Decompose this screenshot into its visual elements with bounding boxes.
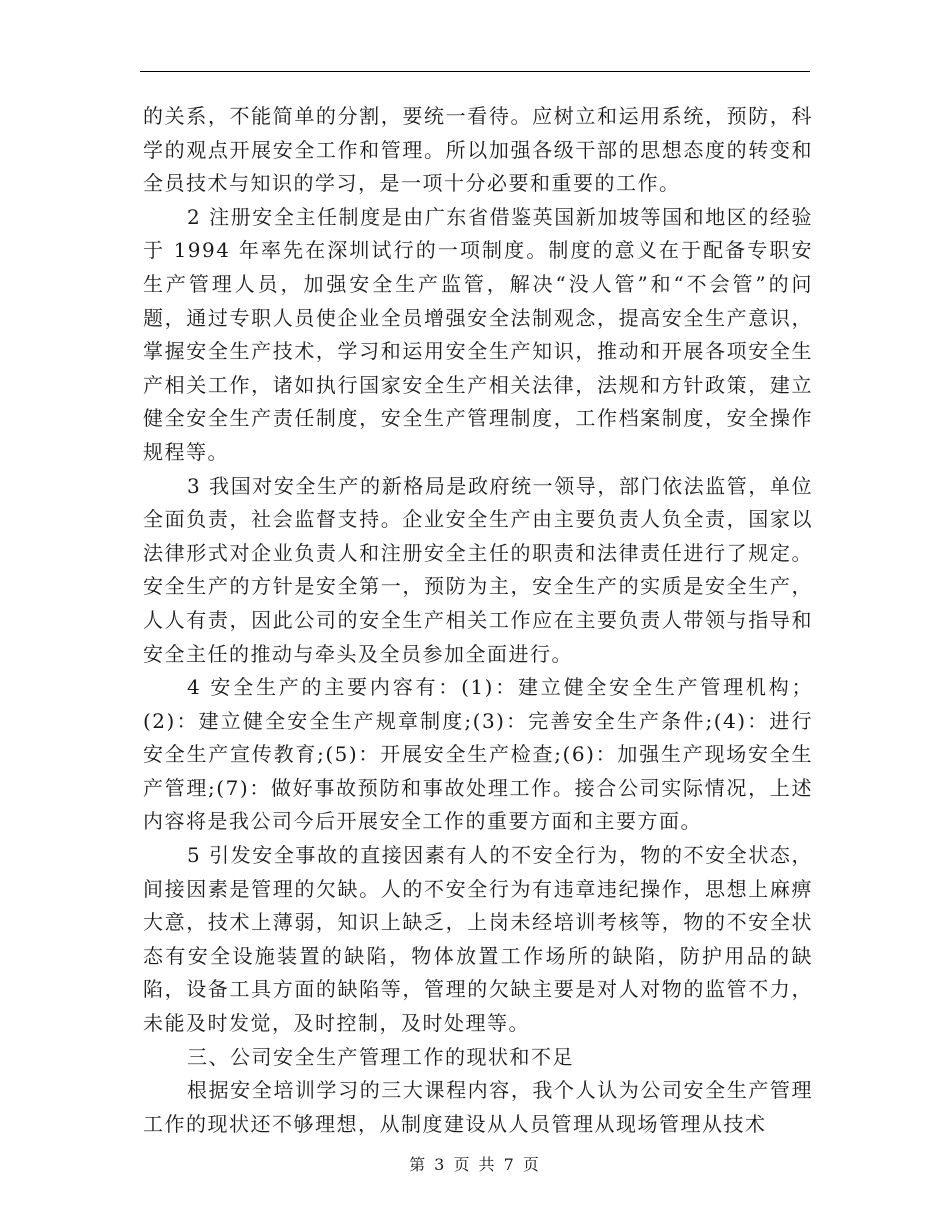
paragraph-item-2: 2 注册安全主任制度是由广东省借鉴英国新加坡等国和地区的经验于 1994 年率先在深圳试行的一项制度。制度的意义在于配备专职安生产管理人员，加强安全生产监管，解决“没人管”和“不会管”的问题，通过专职人员使企业全员增强安全法制观念，提高安全生产意识，掌握安全生产技术，学习和运用安全生产知识，推动和开展各项安全生产相关工作，诸如执行国家安全生产相关法律，法规和方针政策，建立健全安全生产责任制度，安全生产管理制度，工作档案制度，安全操作规程等。 [143, 204, 813, 464]
paragraph-item-5: 5 引发安全事故的直接因素有人的不安全行为，物的不安全状态，间接因素是管理的欠缺。人的不安全行为有违章违纪操作，思想上麻痹大意，技术上薄弱，知识上缺乏，上岗未经培训考核等，物的不安全状态有安全设施装置的缺陷，物体放置工作场所的缺陷，防护用品的缺陷，设备工具方面的缺陷等，管理的欠缺主要是对人对物的监管不力，未能及时发觉，及时控制，及时处理等。 [143, 843, 813, 1036]
document-body [143, 100, 813, 1141]
header-rule [140, 71, 810, 72]
paragraph-section-intro: 根据安全培训学习的三大课程内容，我个人认为公司安全生产管理工作的现状还不够理想，从制度建设从人员管理从现场管理从技术 [143, 1078, 813, 1136]
section-heading: 三、公司安全生产管理工作的现状和不足 [187, 1044, 574, 1069]
paragraph-item-4: 4 安全生产的主要内容有：(1)：建立健全安全生产管理机构；(2)：建立健全安全生产规章制度;(3)：完善安全生产条件;(4)：进行安全生产宣传教育;(5)：开展安全生产检查;(6)：加强生产现场安全生产管理;(7)：做好事故预防和事故处理工作。接合公司实际情况，上述内容将是我公司今后开展安全工作的重要方面和主要方面。 [143, 675, 813, 834]
paragraph-item-3: 3 我国对安全生产的新格局是政府统一领导，部门依法监管，单位全面负责，社会监督支持。企业安全生产由主要负责人负全责，国家以法律形式对企业负责人和注册安全主任的职责和法律责任进行了规定。安全生产的方针是安全第一，预防为主，安全生产的实质是安全生产，人人有责，因此公司的安全生产相关工作应在主要负责人带领与指导和安全主任的推动与牵头及全员参加全面进行。 [143, 473, 813, 666]
page-footer: 第 3 页 共 7 页 [409, 1155, 541, 1174]
paragraph-continuation: 的关系，不能简单的分割，要统一看待。应树立和运用系统，预防，科学的观点开展安全工作和管理。所以加强各级干部的思想态度的转变和全员技术与知识的学习，是一项十分必要和重要的工作。 [143, 104, 813, 196]
